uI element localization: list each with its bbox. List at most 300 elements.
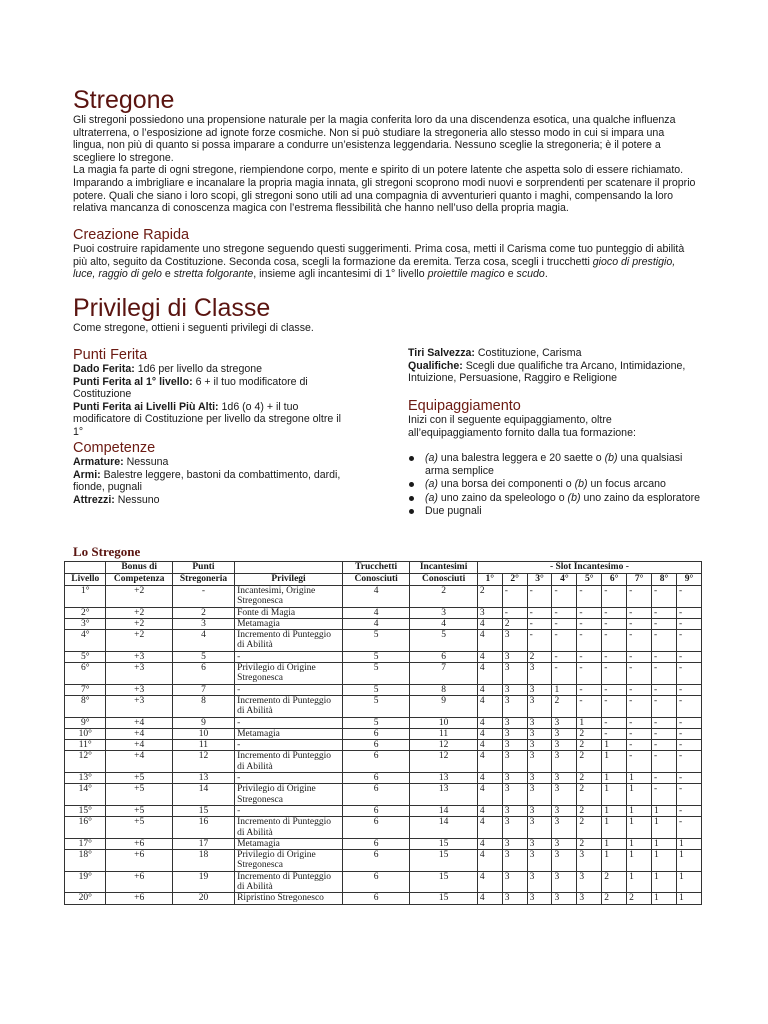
table-row — [65, 805, 702, 816]
table-cell: - — [577, 684, 602, 695]
table-cell: - — [652, 618, 677, 629]
table-cell: - — [676, 805, 701, 816]
table-cell: 14 — [410, 817, 477, 839]
table-cell: 3 — [527, 773, 552, 784]
table-cell: 5 — [342, 684, 409, 695]
table-cell: Metamagia — [235, 618, 343, 629]
table-row — [65, 893, 702, 904]
table-cell: 2 — [577, 817, 602, 839]
table-cell: 2 — [602, 893, 627, 904]
equipment-intro: Inizi con il seguente equipaggiamento, oltre all’equipaggiamento fornito dalla tua formazione: — [408, 414, 636, 439]
table-cell: 3 — [477, 607, 502, 618]
table-header-cell: Livello — [65, 574, 106, 586]
table-header-cell — [235, 562, 343, 574]
table-header-row-1 — [65, 562, 702, 574]
table-cell: 2 — [552, 695, 577, 717]
table-header-cell: 1° — [477, 574, 502, 586]
equipment-item: (a) una balestra leggera e 20 saette o (b) una qualsiasi arma semplice — [408, 452, 708, 477]
table-cell: 3 — [527, 805, 552, 816]
table-cell: - — [602, 695, 627, 717]
table-cell: 16° — [65, 817, 106, 839]
table-cell: 4 — [477, 817, 502, 839]
table-cell: 3 — [577, 893, 602, 904]
table-cell: - — [602, 630, 627, 652]
table-cell: +4 — [106, 751, 172, 773]
proficiencies-text: Armature: Nessuna Armi: Balestre leggere, bastoni da combattimento, dardi, fionde, pugnali Attrezzi: Nessuno — [73, 456, 341, 506]
table-cell: 3 — [527, 728, 552, 739]
table-cell: 1 — [652, 805, 677, 816]
table-cell: 3 — [552, 893, 577, 904]
table-cell: 3 — [502, 751, 527, 773]
table-cell: - — [552, 618, 577, 629]
table-cell: - — [627, 607, 652, 618]
table-cell: 3 — [502, 784, 527, 806]
table-cell: 3 — [527, 684, 552, 695]
table-cell: - — [552, 607, 577, 618]
table-cell: 7 — [172, 684, 234, 695]
equipment-item: Due pugnali — [408, 505, 708, 518]
table-cell: - — [652, 728, 677, 739]
table-cell: 6 — [342, 850, 409, 872]
table-cell: 1 — [602, 805, 627, 816]
table-cell: +3 — [106, 663, 172, 685]
table-cell: Privilegio di Origine Stregonesca — [235, 850, 343, 872]
table-cell: 3 — [502, 663, 527, 685]
table-cell: +3 — [106, 684, 172, 695]
table-header-cell: Privilegi — [235, 574, 343, 586]
table-cell: Incremento di Punteggio di Abilità — [235, 695, 343, 717]
saves-text: Tiri Salvezza: Costituzione, Carisma Qualifiche: Scegli due qualifiche tra Arcano, Intimidazione, Intuizione, Persuasione, Raggiro e Religione — [408, 347, 686, 385]
table-cell: 2 — [577, 773, 602, 784]
table-cell: - — [627, 728, 652, 739]
table-cell: 1 — [676, 871, 701, 893]
table-row — [65, 751, 702, 773]
table-cell: 1 — [627, 784, 652, 806]
quick-build-heading: Creazione Rapida — [73, 227, 190, 243]
table-cell: 2 — [172, 607, 234, 618]
table-cell: 3 — [502, 717, 527, 728]
table-cell: 17 — [172, 838, 234, 849]
table-cell: 2 — [527, 651, 552, 662]
table-cell: 1 — [602, 817, 627, 839]
table-cell: 6 — [172, 663, 234, 685]
table-cell: 2 — [577, 728, 602, 739]
table-cell: 1 — [652, 850, 677, 872]
table-cell: Incremento di Punteggio di Abilità — [235, 871, 343, 893]
table-cell: 1 — [676, 838, 701, 849]
table-cell: +5 — [106, 773, 172, 784]
table-cell: 11 — [410, 728, 477, 739]
table-cell: 3 — [502, 817, 527, 839]
table-cell: - — [602, 618, 627, 629]
table-cell: 3 — [527, 838, 552, 849]
table-cell: 6 — [342, 728, 409, 739]
table-cell: 3 — [552, 850, 577, 872]
table-cell: 6 — [342, 817, 409, 839]
table-cell: - — [577, 695, 602, 717]
table-row — [65, 871, 702, 893]
table-cell: - — [652, 773, 677, 784]
table-cell: 13 — [410, 773, 477, 784]
table-cell: 6 — [342, 784, 409, 806]
table-cell: 5 — [342, 651, 409, 662]
table-cell: 16 — [172, 817, 234, 839]
table-header-cell: 9° — [676, 574, 701, 586]
table-cell: 4 — [477, 663, 502, 685]
table-cell: - — [577, 586, 602, 608]
table-cell: - — [652, 630, 677, 652]
table-cell: - — [552, 651, 577, 662]
table-cell: - — [652, 784, 677, 806]
table-row — [65, 630, 702, 652]
table-cell: 7° — [65, 684, 106, 695]
table-cell: 20 — [172, 893, 234, 904]
table-row — [65, 695, 702, 717]
table-cell: 4 — [477, 618, 502, 629]
table-cell: 3 — [527, 751, 552, 773]
table-cell: 3 — [502, 871, 527, 893]
table-cell: - — [676, 717, 701, 728]
table-cell: 1 — [627, 773, 652, 784]
table-cell: +3 — [106, 695, 172, 717]
table-row — [65, 740, 702, 751]
table-cell: - — [627, 751, 652, 773]
table-cell: 3 — [577, 871, 602, 893]
table-header-cell: Conosciuti — [342, 574, 409, 586]
table-header-cell: Conosciuti — [410, 574, 477, 586]
table-cell: - — [676, 651, 701, 662]
table-cell: - — [527, 630, 552, 652]
table-cell: +4 — [106, 728, 172, 739]
table-cell: 6 — [410, 651, 477, 662]
table-cell: 1 — [602, 784, 627, 806]
table-cell: - — [172, 586, 234, 608]
table-cell: - — [627, 586, 652, 608]
table-cell: 3 — [502, 684, 527, 695]
table-header-cell: Punti — [172, 562, 234, 574]
table-cell: 1 — [602, 850, 627, 872]
table-cell: Metamagia — [235, 728, 343, 739]
table-cell: 5° — [65, 651, 106, 662]
hit-points-text: Dado Ferita: 1d6 per livello da stregone Punti Ferita al 1° livello: 6 + il tuo modificatore di Costituzione Punti Ferita ai Livelli Più Alti: 1d6 (o 4) + il tuo modificatore di Costituzione per livello da stregone oltre il 1° — [73, 363, 341, 438]
table-cell: 14 — [410, 805, 477, 816]
table-cell: - — [652, 740, 677, 751]
table-cell: 1 — [602, 838, 627, 849]
table-header-cell: Competenza — [106, 574, 172, 586]
table-cell: 1 — [652, 838, 677, 849]
table-cell: 15 — [410, 893, 477, 904]
table-cell: - — [652, 684, 677, 695]
table-cell: 1 — [627, 871, 652, 893]
table-cell: 12 — [172, 751, 234, 773]
table-cell: 4 — [477, 728, 502, 739]
equipment-item: (a) uno zaino da speleologo o (b) uno zaino da esploratore — [408, 492, 708, 505]
table-cell: Incremento di Punteggio di Abilità — [235, 630, 343, 652]
table-cell: - — [676, 586, 701, 608]
table-cell: 10 — [410, 717, 477, 728]
table-cell: 2 — [577, 784, 602, 806]
table-cell: +6 — [106, 893, 172, 904]
table-cell: 18° — [65, 850, 106, 872]
table-cell: 12 — [410, 751, 477, 773]
class-features-heading: Privilegi di Classe — [73, 294, 271, 322]
table-header-cell: Bonus di — [106, 562, 172, 574]
table-cell: 4 — [342, 618, 409, 629]
table-cell: - — [676, 751, 701, 773]
table-cell: 8 — [172, 695, 234, 717]
table-cell: - — [602, 607, 627, 618]
table-cell: +4 — [106, 740, 172, 751]
table-cell: - — [577, 607, 602, 618]
table-cell: 1 — [652, 871, 677, 893]
table-cell: 3 — [527, 740, 552, 751]
table-cell: 10° — [65, 728, 106, 739]
table-cell: 4 — [410, 618, 477, 629]
table-cell: 11° — [65, 740, 106, 751]
table-header-cell: 2° — [502, 574, 527, 586]
table-cell: - — [652, 717, 677, 728]
table-cell: Privilegio di Origine Stregonesca — [235, 784, 343, 806]
table-cell: 10 — [172, 728, 234, 739]
table-cell: 2 — [502, 618, 527, 629]
table-header-cell: 3° — [527, 574, 552, 586]
table-cell: 1 — [652, 817, 677, 839]
table-cell: 3 — [552, 740, 577, 751]
table-cell: +6 — [106, 871, 172, 893]
table-header-cell: 8° — [652, 574, 677, 586]
equipment-item: (a) una borsa dei componenti o (b) un focus arcano — [408, 478, 708, 491]
equipment-list — [408, 452, 708, 519]
table-cell: 3 — [502, 740, 527, 751]
table-cell: - — [652, 586, 677, 608]
table-cell: 6° — [65, 663, 106, 685]
table-cell: - — [527, 618, 552, 629]
class-table — [64, 561, 702, 905]
table-cell: - — [627, 695, 652, 717]
table-cell: 4° — [65, 630, 106, 652]
table-cell: 3 — [577, 850, 602, 872]
table-cell: 5 — [342, 695, 409, 717]
table-cell: - — [676, 630, 701, 652]
table-cell: 9° — [65, 717, 106, 728]
table-cell: 13 — [410, 784, 477, 806]
table-cell: +6 — [106, 838, 172, 849]
table-cell: 1 — [627, 838, 652, 849]
table-cell: 12 — [410, 740, 477, 751]
class-table-title: Lo Stregone — [73, 544, 141, 559]
table-cell: - — [235, 684, 343, 695]
table-cell: 1 — [676, 850, 701, 872]
table-cell: - — [502, 586, 527, 608]
table-cell: 1 — [627, 805, 652, 816]
table-cell: 3 — [552, 717, 577, 728]
table-cell: 2° — [65, 607, 106, 618]
table-cell: Incremento di Punteggio di Abilità — [235, 751, 343, 773]
table-row — [65, 850, 702, 872]
intro-text — [73, 114, 698, 215]
table-cell: 5 — [342, 630, 409, 652]
table-cell: Privilegio di Origine Stregonesca — [235, 663, 343, 685]
table-cell: 6 — [342, 740, 409, 751]
table-row — [65, 684, 702, 695]
table-cell: 3 — [502, 773, 527, 784]
table-cell: 6 — [342, 871, 409, 893]
table-cell: 3 — [527, 871, 552, 893]
table-row — [65, 618, 702, 629]
table-cell: - — [627, 684, 652, 695]
table-cell: 1 — [602, 740, 627, 751]
table-cell: 5 — [410, 630, 477, 652]
table-cell: 3 — [552, 817, 577, 839]
table-cell: +2 — [106, 586, 172, 608]
table-cell: - — [676, 618, 701, 629]
table-cell: Incantesimi, Origine Stregonesca — [235, 586, 343, 608]
table-cell: - — [627, 651, 652, 662]
table-cell: - — [235, 805, 343, 816]
table-cell: - — [652, 607, 677, 618]
table-cell: 4 — [477, 740, 502, 751]
table-cell: 14° — [65, 784, 106, 806]
table-cell: - — [527, 586, 552, 608]
table-cell: 1 — [627, 817, 652, 839]
table-cell: 4 — [477, 893, 502, 904]
table-cell: 4 — [477, 630, 502, 652]
table-cell: 2 — [577, 805, 602, 816]
table-cell: 15 — [410, 838, 477, 849]
table-cell: - — [627, 717, 652, 728]
table-cell: 5 — [342, 663, 409, 685]
table-cell: - — [602, 717, 627, 728]
table-cell: 1 — [552, 684, 577, 695]
table-cell: 15 — [410, 871, 477, 893]
table-cell: - — [235, 773, 343, 784]
table-cell: - — [602, 586, 627, 608]
table-cell: - — [577, 630, 602, 652]
table-cell: 17° — [65, 838, 106, 849]
table-cell: 1° — [65, 586, 106, 608]
table-row — [65, 717, 702, 728]
table-cell: +2 — [106, 607, 172, 618]
table-cell: 3° — [65, 618, 106, 629]
table-cell: - — [676, 817, 701, 839]
table-cell: - — [676, 695, 701, 717]
table-cell: 1 — [676, 893, 701, 904]
table-header-cell: 6° — [602, 574, 627, 586]
table-cell: - — [552, 630, 577, 652]
table-cell: 3 — [552, 728, 577, 739]
table-cell: 6 — [342, 838, 409, 849]
table-row — [65, 607, 702, 618]
table-cell: 3 — [502, 695, 527, 717]
table-cell: - — [652, 751, 677, 773]
table-cell: Metamagia — [235, 838, 343, 849]
table-cell: - — [652, 695, 677, 717]
table-cell: 2 — [577, 751, 602, 773]
table-row — [65, 651, 702, 662]
table-cell: 6 — [342, 805, 409, 816]
table-cell: +5 — [106, 805, 172, 816]
table-cell: 3 — [502, 850, 527, 872]
table-header-cell: 4° — [552, 574, 577, 586]
intro-paragraph-1: Gli stregoni possiedono una propensione naturale per la magia conferita loro da una discendenza esotica, una qualche influenza ultraterrena, o l’esposizione ad ignote forze cosmiche. Non si può studiare la stregoneria allo stesso modo in cui si impara una lingua, non più di quanto si possa imparare a condurre un’esistenza leggendaria. Nessuno sceglie la stregoneria; è il potere a scegliere lo stregone. — [73, 114, 676, 164]
table-cell: 3 — [552, 784, 577, 806]
table-cell: 3 — [527, 817, 552, 839]
table-row — [65, 838, 702, 849]
table-cell: 3 — [502, 630, 527, 652]
table-cell: - — [235, 717, 343, 728]
hit-points-heading: Punti Ferita — [73, 347, 148, 363]
table-cell: 15 — [410, 850, 477, 872]
table-cell: - — [676, 740, 701, 751]
table-cell: +3 — [106, 651, 172, 662]
table-cell: 3 — [552, 871, 577, 893]
table-cell: +5 — [106, 784, 172, 806]
table-cell: 7 — [410, 663, 477, 685]
table-cell: - — [602, 663, 627, 685]
table-row — [65, 728, 702, 739]
table-cell: 9 — [172, 717, 234, 728]
table-cell: - — [577, 663, 602, 685]
table-cell: 13° — [65, 773, 106, 784]
table-cell: 12° — [65, 751, 106, 773]
table-row — [65, 817, 702, 839]
table-cell: 4 — [477, 784, 502, 806]
table-cell: - — [676, 728, 701, 739]
table-cell: - — [676, 684, 701, 695]
table-cell: 5 — [342, 717, 409, 728]
table-cell: 4 — [477, 805, 502, 816]
table-cell: 3 — [527, 717, 552, 728]
table-cell: 4 — [477, 695, 502, 717]
table-cell: 3 — [502, 893, 527, 904]
class-title: Stregone — [73, 86, 175, 114]
table-cell: 13 — [172, 773, 234, 784]
table-cell: - — [627, 630, 652, 652]
table-cell: 4 — [477, 717, 502, 728]
table-header-row-2 — [65, 574, 702, 586]
table-cell: 2 — [410, 586, 477, 608]
table-cell: 3 — [527, 695, 552, 717]
table-cell: 4 — [172, 630, 234, 652]
table-cell: - — [652, 651, 677, 662]
table-cell: 3 — [552, 751, 577, 773]
table-cell: - — [676, 773, 701, 784]
table-cell: - — [627, 740, 652, 751]
table-cell: - — [627, 618, 652, 629]
table-cell: - — [602, 728, 627, 739]
table-cell: 2 — [602, 871, 627, 893]
table-cell: 6 — [342, 751, 409, 773]
table-cell: 4 — [342, 607, 409, 618]
table-cell: - — [652, 663, 677, 685]
table-cell: - — [235, 740, 343, 751]
table-cell: - — [676, 784, 701, 806]
table-header-cell — [65, 562, 106, 574]
table-header-cell: 5° — [577, 574, 602, 586]
table-cell: 15 — [172, 805, 234, 816]
table-cell: +2 — [106, 630, 172, 652]
table-cell: - — [577, 618, 602, 629]
table-cell: 3 — [527, 663, 552, 685]
table-cell: - — [235, 651, 343, 662]
table-cell: 8 — [410, 684, 477, 695]
table-cell: 15° — [65, 805, 106, 816]
table-cell: 3 — [527, 893, 552, 904]
proficiencies-heading: Competenze — [73, 440, 156, 456]
table-cell: - — [577, 651, 602, 662]
table-cell: 4 — [477, 751, 502, 773]
table-cell: 1 — [602, 773, 627, 784]
